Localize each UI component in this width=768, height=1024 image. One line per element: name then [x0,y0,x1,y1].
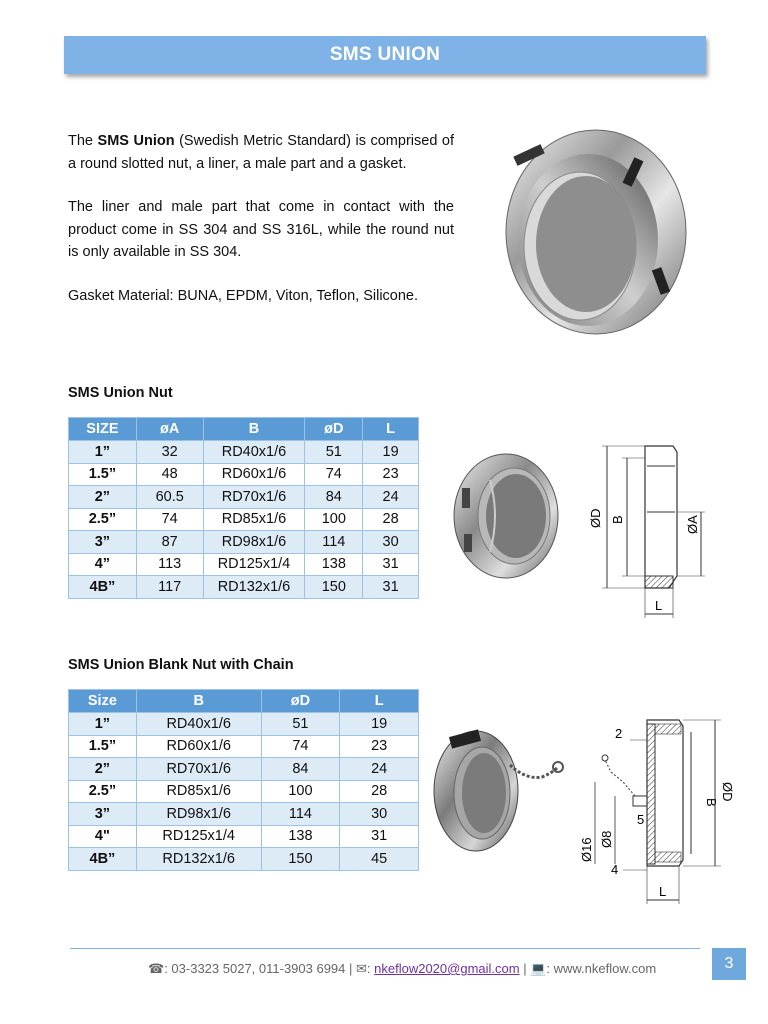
col-header: B [136,690,261,713]
table-header-row [69,418,419,441]
table-cell: 23 [363,463,419,486]
intro-text [68,130,454,328]
col-header: øD [305,418,363,441]
table-row [69,553,419,576]
table-cell: 31 [363,553,419,576]
table-row [69,713,419,736]
table-cell: 74 [261,735,340,758]
table-row [69,463,419,486]
table-cell: RD60x1/6 [136,735,261,758]
diagram-label-b: B [704,798,719,807]
diagram-label-d16: Ø16 [579,837,594,862]
union-nut-diagram [585,438,715,620]
table-cell: 74 [136,508,203,531]
col-header: øA [136,418,203,441]
col-header: Size [69,690,137,713]
blank-section-title: SMS Union Blank Nut with Chain [68,657,294,673]
table-cell: RD40x1/6 [203,441,305,464]
union-nut-photo [450,450,565,582]
table-cell: 114 [305,531,363,554]
table-cell: 31 [340,825,419,848]
footer-divider [70,948,700,949]
diagram-label-l: L [659,884,667,899]
table-cell: 4B” [69,848,137,871]
table-row [69,576,419,599]
blank-nut-chain-photo [430,725,570,860]
page-title: SMS UNION [329,44,441,65]
footer-phone: : 03-3323 5027, 011-3903 6994 | [164,961,356,976]
footer-mail-sep: : [366,961,375,976]
footer-web-sep: | [519,961,531,976]
col-header: SIZE [69,418,137,441]
blank-nut-spec-table [68,689,419,871]
table-row [69,531,419,554]
table-row [69,508,419,531]
diagram-label-d: ØD [720,782,735,802]
intro-paragraph-1: The SMS Union (Swedish Metric Standard) is comprised of a round slotted nut, a liner, a male part and a gasket. [68,133,455,172]
table-cell: 23 [340,735,419,758]
sms-union-photo [488,128,688,340]
table-cell: RD85x1/6 [203,508,305,531]
table-cell: RD132x1/6 [203,576,305,599]
diagram-label-5: 5 [637,812,645,827]
nut-section-title: SMS Union Nut [68,385,173,401]
col-header: L [363,418,419,441]
table-cell: 2” [69,486,137,509]
table-cell: 31 [363,576,419,599]
intro-paragraph-3: Gasket Material: BUNA, EPDM, Viton, Teflon, Silicone. [68,287,419,304]
table-cell: 114 [261,803,340,826]
table-cell: 1.5” [69,735,137,758]
table-cell: 1” [69,441,137,464]
col-header: B [203,418,305,441]
table-cell: 2.5” [69,780,137,803]
table-cell: 30 [340,803,419,826]
table-row [69,486,419,509]
diagram-label-a: ØA [685,515,700,534]
page-number: 3 [712,948,746,980]
table-cell: 45 [340,848,419,871]
table-cell: 28 [363,508,419,531]
table-cell: 113 [136,553,203,576]
col-header: L [340,690,419,713]
table-cell: 48 [136,463,203,486]
table-cell: 32 [136,441,203,464]
table-cell: 4B” [69,576,137,599]
table-cell: RD70x1/6 [136,758,261,781]
table-cell: 2” [69,758,137,781]
table-cell: 150 [305,576,363,599]
mail-icon: ✉ [356,961,367,976]
table-row [69,735,419,758]
table-cell: RD125x1/4 [136,825,261,848]
table-row [69,825,419,848]
table-cell: 28 [340,780,419,803]
table-cell: 84 [305,486,363,509]
intro-paragraph-2: The liner and male part that come in contact with the product come in SS 304 and SS 316L, while the round nut is only available in SS 304. [68,199,454,260]
table-cell: RD98x1/6 [136,803,261,826]
table-cell: 51 [261,713,340,736]
diagram-label-2: 2 [615,726,623,741]
table-cell: RD125x1/4 [203,553,305,576]
diagram-label-d: ØD [588,508,603,528]
table-cell: 24 [363,486,419,509]
title-banner [64,36,706,74]
computer-icon: 💻 [530,961,547,976]
table-cell: 150 [261,848,340,871]
table-cell: 2.5” [69,508,137,531]
table-cell: 60.5 [136,486,203,509]
diagram-label-b: B [610,515,625,524]
table-cell: 3” [69,803,137,826]
table-cell: 117 [136,576,203,599]
table-row [69,441,419,464]
table-cell: 138 [305,553,363,576]
col-header: øD [261,690,340,713]
table-cell: RD60x1/6 [203,463,305,486]
table-cell: 100 [305,508,363,531]
table-cell: 1” [69,713,137,736]
table-cell: 84 [261,758,340,781]
table-cell: 4" [69,825,137,848]
footer-contact [148,961,656,977]
table-cell: RD40x1/6 [136,713,261,736]
diagram-label-4: 4 [611,862,619,877]
diagram-label-l: L [655,598,663,613]
table-cell: RD85x1/6 [136,780,261,803]
table-row [69,780,419,803]
table-cell: 51 [305,441,363,464]
table-cell: 1.5” [69,463,137,486]
table-cell: RD70x1/6 [203,486,305,509]
footer-website: : www.nkeflow.com [546,961,657,976]
diagram-label-d8: Ø8 [599,830,614,848]
table-cell: 24 [340,758,419,781]
table-cell: RD98x1/6 [203,531,305,554]
table-cell: 4” [69,553,137,576]
email-link[interactable]: nkeflow2020@gmail.com [374,961,520,976]
table-cell: 100 [261,780,340,803]
table-cell: 3” [69,531,137,554]
table-row [69,758,419,781]
table-row [69,848,419,871]
table-cell: 138 [261,825,340,848]
blank-nut-diagram [575,712,745,912]
table-cell: 87 [136,531,203,554]
table-cell: 30 [363,531,419,554]
table-cell: 19 [340,713,419,736]
table-cell: 74 [305,463,363,486]
nut-spec-table [68,417,419,599]
table-cell: RD132x1/6 [136,848,261,871]
table-row [69,803,419,826]
table-header-row [69,690,419,713]
table-cell: 19 [363,441,419,464]
phone-icon: ☎ [148,961,165,976]
